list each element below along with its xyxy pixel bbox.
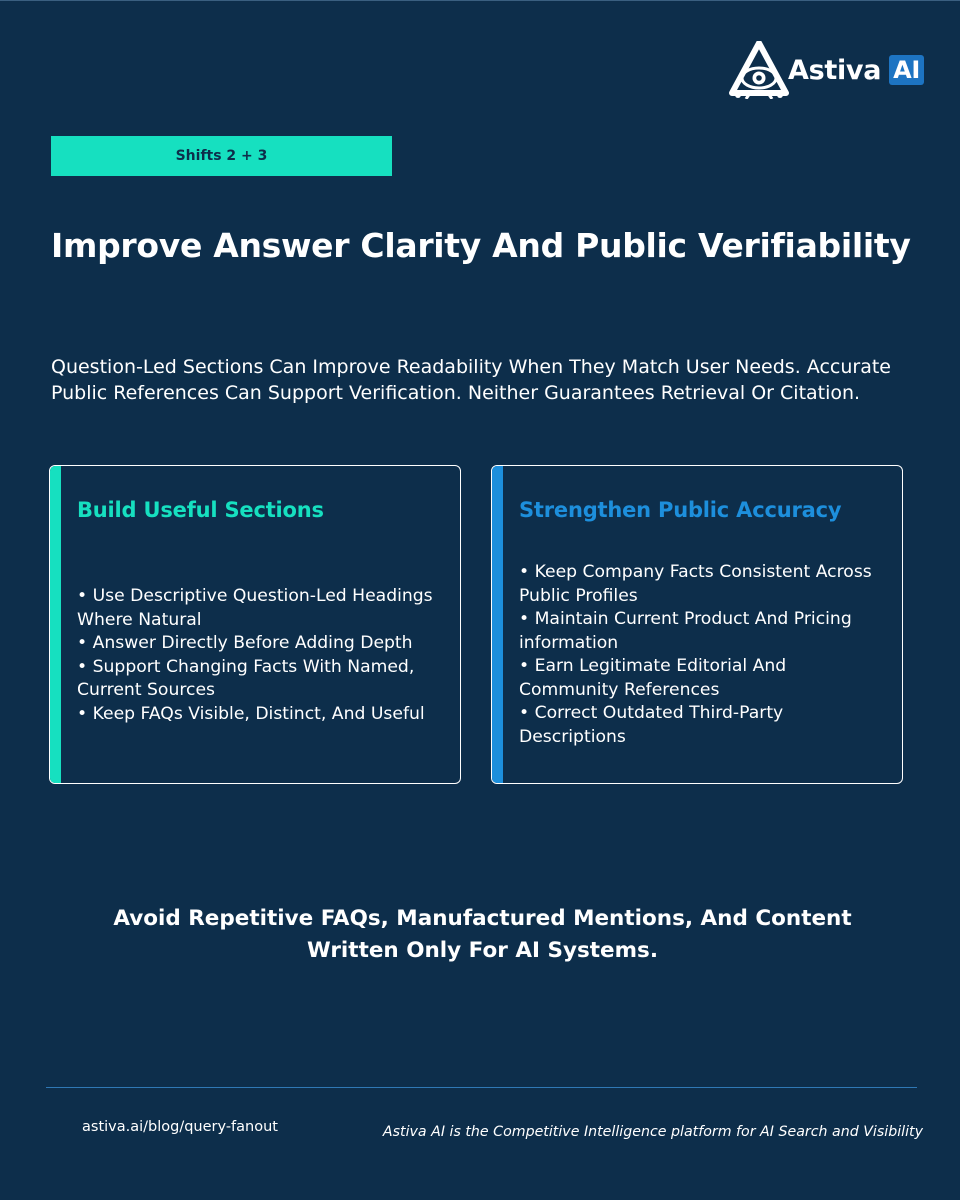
card-build-useful-sections — [49, 465, 461, 784]
brand-logo[interactable] — [728, 41, 924, 99]
warning-text: Avoid Repetitive FAQs, Manufactured Mentions, And Content Written Only For AI Systems. — [113, 906, 852, 963]
footer-divider — [46, 1087, 917, 1088]
brand-badge: AI — [889, 55, 924, 85]
brand-name: Astiva — [788, 54, 882, 86]
card-strengthen-public-accuracy — [491, 465, 903, 784]
list-item: • Maintain Current Product And Pricing information — [519, 609, 852, 653]
page-title: Improve Answer Clarity And Public Verifiability — [51, 226, 911, 265]
card-heading: Strengthen Public Accuracy — [519, 498, 842, 522]
triangle-eye-icon — [728, 41, 790, 99]
shift-tag: Shifts 2 + 3 — [51, 136, 392, 176]
list-item: • Keep Company Facts Consistent Across Public Profiles — [519, 562, 872, 606]
list-item: • Correct Outdated Third-Party Descriptions — [519, 703, 784, 747]
footer-tagline: Astiva AI is the Competitive Intelligence platform for AI Search and Visibility — [382, 1124, 923, 1140]
list-item: • Support Changing Facts With Named, Current Sources — [77, 656, 415, 700]
card-heading: Build Useful Sections — [77, 498, 324, 522]
card-list — [77, 585, 444, 726]
intro-text: Question-Led Sections Can Improve Readability When They Match User Needs. Accurate Public References Can Support Verification. Neither Guarantees Retrieval Or Citation. — [51, 356, 891, 404]
card-list — [519, 561, 886, 749]
list-item: • Use Descriptive Question-Led Headings Where Natural — [77, 586, 433, 630]
card-accent-bar — [492, 466, 503, 783]
card-accent-bar — [50, 466, 61, 783]
list-item: • Answer Directly Before Adding Depth — [77, 633, 413, 653]
list-item: • Keep FAQs Visible, Distinct, And Useful — [77, 703, 425, 724]
list-item: • Earn Legitimate Editorial And Community References — [519, 656, 787, 700]
footer-url-link[interactable]: astiva.ai/blog/query-fanout — [82, 1119, 278, 1135]
brand-wordmark — [788, 55, 924, 86]
